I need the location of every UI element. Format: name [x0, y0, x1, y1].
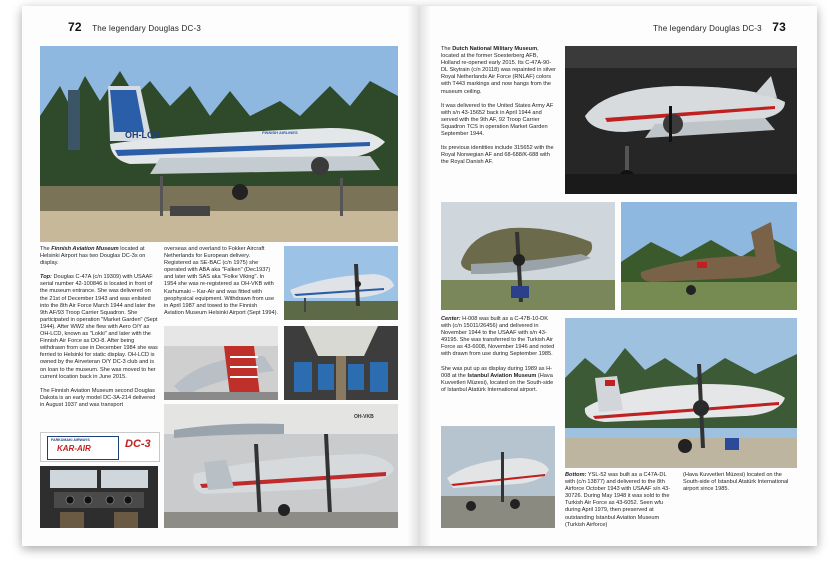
right-top-delivery: It was delivered to the United States Army AF with s/n 43-15652 back in April 1944 and served with the 9th AF, 92 Troop Carrier Squadron TCS in operation Market Garden September 1944.: [441, 102, 554, 138]
sign-line-1: FARKUMAKI AIRWAYS: [51, 438, 90, 442]
right-text-top: [441, 46, 557, 173]
right-top-identities: Its previous identities include 315652 with the Royal Norwegian AF and 68-688/K-688 with the Royal Danish AF.: [441, 145, 554, 166]
photo-camo-dc3-side: [621, 202, 797, 310]
left-page-number: 72: [68, 20, 82, 34]
photo-dc3-istanbul: [565, 318, 797, 468]
photo-cockpit-interior: [40, 466, 158, 528]
caption-label-top: Top:: [40, 274, 52, 281]
photo-hanging-dc3: [565, 46, 797, 194]
sign-line-2: KAR-AIR: [57, 444, 91, 453]
caption-label-center: Center:: [441, 316, 461, 322]
museum-name-istanbul: Istanbul Aviation Museum: [467, 372, 537, 379]
right-top-intro-start: The: [441, 46, 453, 52]
photo-cockpit-stairs: [164, 326, 278, 400]
museum-name-finnish: Finnish Aviation Museum: [51, 246, 119, 252]
right-bottom-caption: [565, 472, 677, 529]
kar-air-sign: [40, 432, 160, 462]
right-top-intro-end: , located at the former Soesterberg AFB, Holland re-opened early 2015. Its C-47A-90-DL Skytrain (c/n 20118) was repainted in silver Royal Netherlands Air Force (RNLAF) colors with T443 markings and now hangs from the museum ceiling.: [441, 46, 557, 95]
right-bottom-location: (Hava Kuvvetleri Müzesi) located on the South-side of Istanbul Atatürk International airport since 1985.: [683, 472, 789, 493]
right-page-header: [653, 20, 786, 34]
left-col1-intro-start: The: [40, 246, 52, 252]
right-top-intro: [441, 46, 557, 96]
photo-oh-vkb-dc3: [164, 404, 398, 528]
mid-photo-registration: OH-VKB: [354, 414, 374, 420]
book-spread: [22, 6, 817, 546]
museum-name-dutch: Dutch National Military Museum: [452, 46, 538, 52]
photo-oh-lcd-dc3: [40, 46, 398, 242]
left-text-column-1: [40, 246, 158, 416]
left-page-header: [68, 20, 201, 34]
right-center-display-start: She was put up as display during 1989 as H-008 at the: [441, 365, 553, 379]
main-photo-registration: OH-LCD: [125, 130, 160, 140]
photo-cabin-seats: [284, 326, 398, 400]
right-text-bottom-2: [683, 472, 797, 500]
main-photo-fuselage-text: FINNISH AIRLINES: [262, 130, 298, 135]
sign-badge: DC-3: [125, 438, 151, 450]
left-col1-intro-end: located at Helsinki Airport has two Douglas DC-3s on display.: [40, 246, 146, 267]
left-text-column-2: [164, 246, 278, 324]
right-center-display: [441, 366, 557, 394]
caption-body-bottom: YSL-52 was built as a C47A-DL with (c/n 13877) and delivered to the 8th Airforce October 1943 with USAAF s/n 43-30726. During May 1948 it was sold to the Turkish Air Force as 43-6052. Seen wfu during April 1979, then preserved at outstanding Istanbul Aviation Museum (Turkish Airforce): [565, 472, 671, 528]
left-col2-history: overseas and overland to Fokker Aircraft Netherlands for European delivery. Registered as SE-BAC (c/n 1975) she operated with ABA aka "Falken" (Dec1937) and later with SAS aka "Folke Viking". In 1954 she was re-registered as OH-VKB with Karhumaki – Kar-Air and was fitted with geophysical equipment. Withdrawn from use in April 1987 and towed to the Finnish Aviation Museum Helsinki Airport (Sept 1994).: [164, 246, 278, 316]
right-text-center: [441, 316, 557, 401]
left-col1-second-dc3: The Finnish Aviation Museum second Douglas Dakota is an early model DC-3A-214 delivered in August 1937 and was transport: [40, 387, 156, 408]
right-page-number: 73: [772, 20, 786, 34]
left-page: [22, 6, 419, 546]
right-running-title: The legendary Douglas DC-3: [653, 24, 762, 33]
left-col1-top-caption: [40, 274, 158, 380]
right-page: [419, 6, 817, 546]
right-center-caption: [441, 316, 557, 359]
caption-body-center: H-008 was built as a C-47B-10-DK with (c/n 15011/26456) and delivered in November 1944 to the USAAF with s/n 43-49195. She was transferred to the Turkish Air Force as 43-6008, November 1946 and noted with drawn from use during September 1985.: [441, 316, 555, 358]
caption-body-top: Douglas C-47A (c/n 19309) with USAAF serial number 42-100846 is located in front of the museum entrance. She was delivered on the 21st of December 1943 and was enlisted into the 8th Air Force March 1944 and later the 9th AF/93 Troop Carrier Squadron. She participated in operation "Market Garden" (Sept 1944). After WW2 she flew with Aero O/Y as OH-LCD, known as "Lokki" and later with the Finnish Air Force as DO-8. After being withdrawn from use in December 1984 she was ferried to Helsinki for static display. OH-LCD is owned by the Airveteran O/Y DC-3 club and is on loan to the museum. She was moved to her current location back in June 2015.: [40, 274, 158, 380]
photo-dc3-nose-closeup: [284, 246, 398, 320]
right-center-display-end: (Hava Kuvvetleri Müzesi), located on the South-side of Istanbul Atatürk International airport.: [441, 372, 554, 393]
left-col1-intro: [40, 246, 158, 267]
right-text-bottom-1: [565, 472, 677, 536]
photo-silver-dc3-hangar: [441, 426, 555, 528]
left-running-title: The legendary Douglas DC-3: [92, 24, 201, 33]
photo-camo-dc3: [441, 202, 615, 310]
caption-label-bottom: Bottom:: [565, 472, 587, 478]
